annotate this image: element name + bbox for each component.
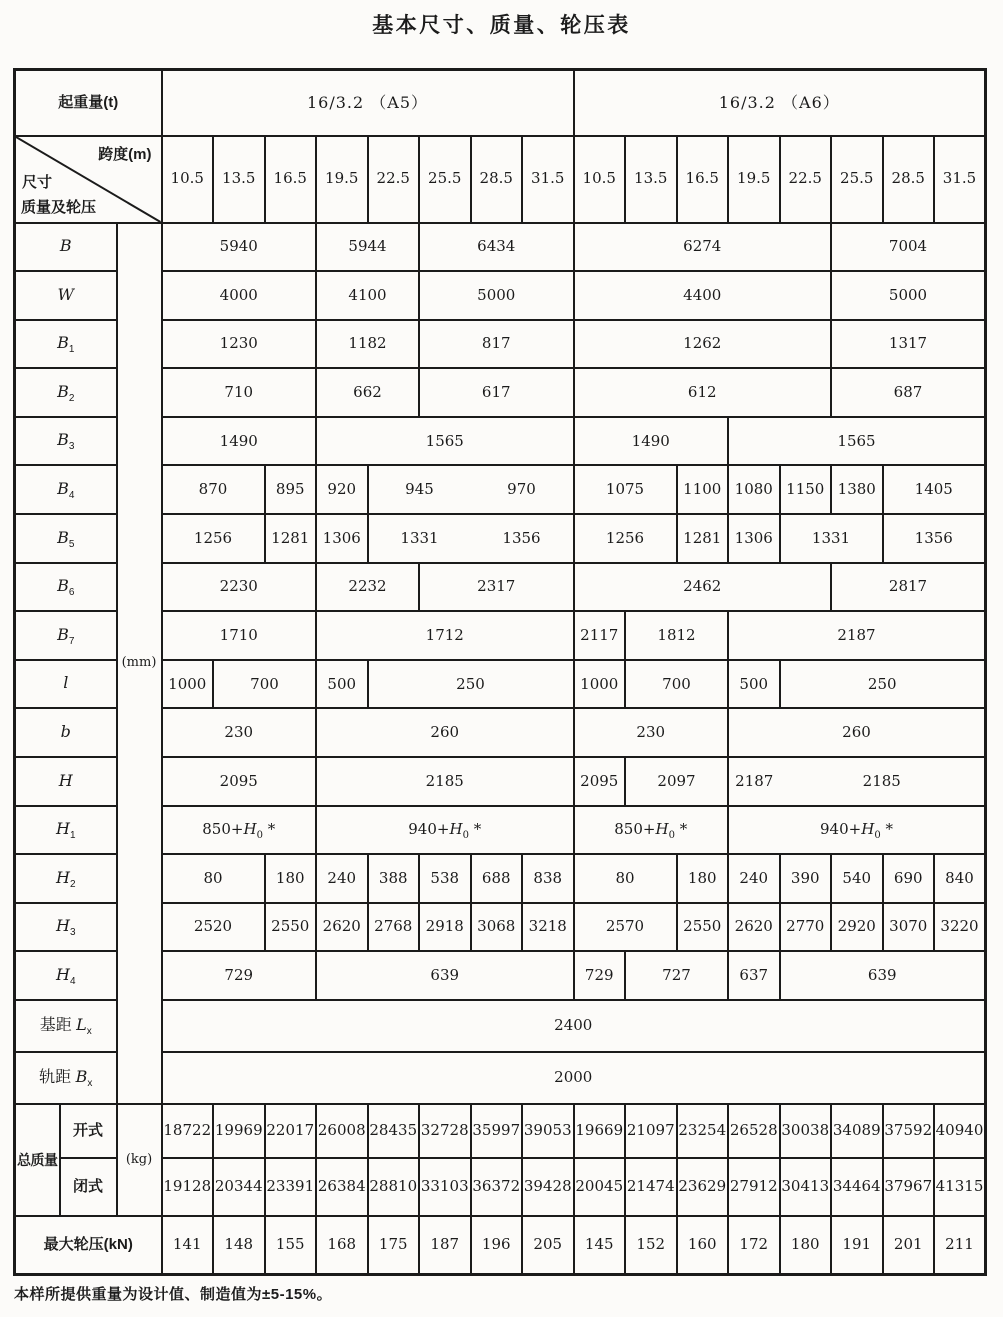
row-label-symbol: H (55, 819, 70, 839)
data-cell-B5-1: 1281 (265, 514, 317, 563)
mass-open-cell-13: 34089 (831, 1104, 883, 1158)
data-cell-B2-0: 710 (162, 368, 317, 417)
span-value-cell-3: 19.5 (316, 136, 368, 223)
group-header-a6: 16/3.2 （A6） (574, 70, 986, 136)
data-cell-B-2: 6434 (419, 223, 574, 272)
span-value-cell-6: 28.5 (471, 136, 523, 223)
mass-closed-cell-13: 34464 (831, 1158, 883, 1216)
data-cell-B4-0: 870 (162, 465, 265, 514)
mass-open-cell-15: 40940 (934, 1104, 986, 1158)
data-cell-H4-0: 729 (162, 951, 317, 1000)
data-cell-W-2: 5000 (419, 271, 574, 320)
span-value-cell-5: 25.5 (419, 136, 471, 223)
data-cell-H3-2: 2620 (316, 903, 368, 952)
span-value-cell-2: 16.5 (265, 136, 317, 223)
span-value-cell-14: 28.5 (883, 136, 935, 223)
row-label-symbol: B (57, 576, 69, 596)
mass-open-cell-3: 26008 (316, 1104, 368, 1158)
value-symbol: H (243, 820, 257, 839)
data-cell-l-2: 500 (316, 660, 368, 709)
mass-open-label: 开式 (60, 1104, 117, 1158)
data-cell-H3-8: 2550 (677, 903, 729, 952)
value-subscript: 0 (462, 830, 469, 842)
data-cell-H1-2 (574, 806, 729, 855)
capacity-header-row (15, 70, 986, 136)
data-cell-H2-8: 180 (677, 854, 729, 903)
mass-closed-cell-8: 20045 (574, 1158, 626, 1216)
span-value-cell-11: 19.5 (728, 136, 780, 223)
data-cell-B4-3: 945 (368, 465, 471, 514)
data-cell-H3-11: 2920 (831, 903, 883, 952)
data-cell-H1-3 (728, 806, 986, 855)
row-label-B6 (15, 563, 117, 612)
data-cell-B5-7: 1306 (728, 514, 780, 563)
data-cell-H4-2: 729 (574, 951, 626, 1000)
data-cell-H2-12: 690 (883, 854, 935, 903)
data-cell-l-1: 700 (213, 660, 316, 709)
mass-open-cell-8: 19669 (574, 1104, 626, 1158)
data-cell-l-7: 250 (780, 660, 986, 709)
data-cell-H3-9: 2620 (728, 903, 780, 952)
row-label-symbol: l (63, 673, 69, 693)
dim-row-B (15, 223, 986, 272)
data-cell-B2-1: 662 (316, 368, 419, 417)
data-cell-H4-5: 639 (780, 951, 986, 1000)
value-subscript: 0 (874, 830, 881, 842)
value-prefix: 940+ (820, 820, 862, 839)
mass-open-cell-0: 18722 (162, 1104, 214, 1158)
mass-closed-cell-12: 30413 (780, 1158, 832, 1216)
mass-closed-cell-3: 26384 (316, 1158, 368, 1216)
data-cell-H2-2: 240 (316, 854, 368, 903)
data-cell-H3-0: 2520 (162, 903, 265, 952)
data-cell-B4-2: 920 (316, 465, 368, 514)
row-label-H4 (15, 951, 117, 1000)
span-value-cell-7: 31.5 (522, 136, 574, 223)
data-cell-l-3: 250 (368, 660, 574, 709)
row-label-symbol: b (60, 722, 71, 742)
row-label-cn: 轨距 (39, 1069, 76, 1087)
data-cell-H3-12: 3070 (883, 903, 935, 952)
data-cell-B2-3: 612 (574, 368, 832, 417)
data-cell-H4-3: 727 (625, 951, 728, 1000)
mass-open-cell-6: 35997 (471, 1104, 523, 1158)
data-cell-H-1: 2185 (316, 757, 574, 806)
data-cell-H3-13: 3220 (934, 903, 986, 952)
data-cell-H3-7: 2570 (574, 903, 677, 952)
data-cell-B1-2: 817 (419, 320, 574, 369)
span-value-cell-4: 22.5 (368, 136, 420, 223)
data-cell-B1-3: 1262 (574, 320, 832, 369)
span-value-cell-13: 25.5 (831, 136, 883, 223)
mass-closed-cell-1: 20344 (213, 1158, 265, 1216)
row-label-subscript: 4 (69, 976, 76, 988)
data-cell-B2-4: 687 (831, 368, 986, 417)
value-suffix: * (674, 820, 688, 839)
row-label-symbol: B (57, 527, 69, 547)
row-label-symbol: B (75, 1067, 88, 1087)
diagonal-header-cell (15, 136, 162, 223)
wheel-cell-1: 148 (213, 1216, 265, 1274)
mass-open-cell-11: 26528 (728, 1104, 780, 1158)
data-cell-B5-0: 1256 (162, 514, 265, 563)
span-value-cell-8: 10.5 (574, 136, 626, 223)
data-cell-B5-8: 1331 (780, 514, 883, 563)
unit-kg-cell: (kg) (117, 1104, 162, 1216)
data-cell-B1-4: 1317 (831, 320, 986, 369)
mass-open-cell-12: 30038 (780, 1104, 832, 1158)
wheel-cell-3: 168 (316, 1216, 368, 1274)
data-cell-B-3: 6274 (574, 223, 832, 272)
diagonal-mass-axis-label: 质量及轮压 (21, 198, 97, 216)
wheel-cell-0: 141 (162, 1216, 214, 1274)
mass-closed-cell-4: 28810 (368, 1158, 420, 1216)
data-cell-H2-5: 688 (471, 854, 523, 903)
row-label-subscript: 5 (68, 538, 75, 550)
mass-closed-cell-7: 39428 (522, 1158, 574, 1216)
value-subscript: 0 (668, 830, 675, 842)
mass-open-cell-14: 37592 (883, 1104, 935, 1158)
span-value-cell-9: 13.5 (625, 136, 677, 223)
data-cell-H2-10: 390 (780, 854, 832, 903)
data-cell-H4-4: 637 (728, 951, 780, 1000)
data-cell-B5-3: 1331 (368, 514, 471, 563)
row-label-symbol: H (55, 965, 70, 984)
data-cell-B2-2: 617 (419, 368, 574, 417)
row-label-symbol: W (57, 284, 74, 304)
wheel-pressure-row (15, 1216, 986, 1274)
data-cell-B5-9: 1356 (883, 514, 986, 563)
span-value-cell-10: 16.5 (677, 136, 729, 223)
row-label-symbol: B (57, 479, 69, 499)
value-symbol: H (449, 820, 463, 839)
span-value-cell-1: 13.5 (213, 136, 265, 223)
footnote: 本样所提供重量为设计值、制造值为±5-15%。 (14, 1286, 333, 1303)
data-cell-B5-6: 1281 (677, 514, 729, 563)
data-cell-B4-7: 1080 (728, 465, 780, 514)
row-label-symbol: H (58, 770, 73, 790)
row-label-subscript: 7 (68, 636, 75, 648)
data-cell-B3-3: 1565 (728, 417, 986, 466)
capacity-header-cell: 起重量(t) (15, 70, 162, 136)
wheel-cell-5: 187 (419, 1216, 471, 1274)
data-cell-H-4: 2187 (728, 757, 780, 806)
data-cell-B-1: 5944 (316, 223, 419, 272)
row-label-subscript: 6 (68, 587, 75, 599)
data-cell-B7-2: 2117 (574, 611, 626, 660)
row-label-symbol: B (57, 381, 69, 401)
mass-open-cell-9: 21097 (625, 1104, 677, 1158)
row-label-subscript: 4 (68, 490, 75, 502)
wheel-cell-15: 211 (934, 1216, 986, 1274)
mass-closed-label: 闭式 (60, 1158, 117, 1216)
data-cell-B-4: 7004 (831, 223, 986, 272)
data-cell-B5-4: 1356 (471, 514, 574, 563)
mass-closed-cell-14: 37967 (883, 1158, 935, 1216)
data-cell-Lx-0: 2400 (162, 1000, 986, 1052)
mass-closed-cell-6: 36372 (471, 1158, 523, 1216)
data-cell-H4-1: 639 (316, 951, 574, 1000)
data-cell-B7-3: 1812 (625, 611, 728, 660)
row-label-subscript: x (87, 1078, 93, 1090)
mass-closed-cell-10: 23629 (677, 1158, 729, 1216)
mass-open-cell-4: 28435 (368, 1104, 420, 1158)
value-symbol: H (861, 820, 875, 839)
data-cell-H3-6: 3218 (522, 903, 574, 952)
row-label-B5 (15, 514, 117, 563)
data-cell-l-0: 1000 (162, 660, 214, 709)
data-cell-B3-2: 1490 (574, 417, 729, 466)
value-prefix: 850+ (202, 820, 244, 839)
data-cell-B-0: 5940 (162, 223, 317, 272)
row-label-Lx (15, 1000, 117, 1052)
row-label-subscript: 1 (69, 830, 76, 842)
mass-closed-cell-15: 41315 (934, 1158, 986, 1216)
data-cell-H2-3: 388 (368, 854, 420, 903)
data-cell-B4-10: 1405 (883, 465, 986, 514)
wheel-cell-11: 172 (728, 1216, 780, 1274)
value-prefix: 940+ (408, 820, 450, 839)
row-label-symbol: B (59, 236, 72, 256)
row-label-B4 (15, 465, 117, 514)
mass-closed-cell-0: 19128 (162, 1158, 214, 1216)
data-cell-B7-0: 1710 (162, 611, 317, 660)
row-label-B7 (15, 611, 117, 660)
value-subscript: 0 (256, 830, 263, 842)
row-label-B2 (15, 368, 117, 417)
data-cell-B4-5: 1075 (574, 465, 677, 514)
wheel-cell-4: 175 (368, 1216, 420, 1274)
data-cell-H-5: 2185 (780, 757, 986, 806)
data-cell-B7-1: 1712 (316, 611, 574, 660)
data-cell-B4-9: 1380 (831, 465, 883, 514)
row-label-l (15, 660, 117, 709)
mass-group-label: 总质量 (15, 1104, 60, 1216)
row-label-b (15, 708, 117, 757)
data-cell-Bx-0: 2000 (162, 1052, 986, 1104)
row-label-H2 (15, 854, 117, 903)
value-suffix: * (880, 820, 893, 839)
mass-closed-cell-2: 23391 (265, 1158, 317, 1216)
row-label-H1 (15, 806, 117, 855)
mass-open-cell-10: 23254 (677, 1104, 729, 1158)
mass-open-cell-7: 39053 (522, 1104, 574, 1158)
wheel-cell-12: 180 (780, 1216, 832, 1274)
data-cell-B5-5: 1256 (574, 514, 677, 563)
data-cell-B3-0: 1490 (162, 417, 317, 466)
data-cell-b-1: 260 (316, 708, 574, 757)
data-cell-B5-2: 1306 (316, 514, 368, 563)
data-cell-H-0: 2095 (162, 757, 317, 806)
data-cell-W-3: 4400 (574, 271, 832, 320)
data-cell-H2-6: 838 (522, 854, 574, 903)
data-cell-W-0: 4000 (162, 271, 317, 320)
data-cell-H2-7: 80 (574, 854, 677, 903)
row-label-subscript: 3 (68, 441, 75, 453)
wheel-cell-13: 191 (831, 1216, 883, 1274)
row-label-symbol: B (57, 624, 69, 644)
row-label-H3 (15, 903, 117, 952)
data-cell-B4-8: 1150 (780, 465, 832, 514)
value-symbol: H (655, 820, 669, 839)
data-cell-B7-4: 2187 (728, 611, 986, 660)
row-label-H (15, 757, 117, 806)
value-suffix: * (262, 820, 276, 839)
mass-closed-cell-9: 21474 (625, 1158, 677, 1216)
data-cell-H-3: 2097 (625, 757, 728, 806)
row-label-subscript: 1 (68, 344, 75, 356)
data-cell-B6-4: 2817 (831, 563, 986, 612)
wheel-cell-9: 152 (625, 1216, 677, 1274)
row-label-subscript: 3 (69, 927, 76, 939)
data-cell-H2-0: 80 (162, 854, 265, 903)
row-label-symbol: B (57, 333, 69, 353)
wheel-cell-7: 205 (522, 1216, 574, 1274)
data-cell-B6-1: 2232 (316, 563, 419, 612)
data-cell-H3-5: 3068 (471, 903, 523, 952)
mass-open-row (15, 1104, 986, 1158)
data-cell-H1-0 (162, 806, 317, 855)
data-cell-b-0: 230 (162, 708, 317, 757)
row-label-symbol: B (57, 430, 69, 450)
diagonal-span-axis-label: 跨度(m) (98, 145, 152, 163)
data-cell-B3-1: 1565 (316, 417, 574, 466)
data-cell-H-2: 2095 (574, 757, 626, 806)
unit-mm-cell: (mm) (117, 223, 162, 1105)
data-cell-W-4: 5000 (831, 271, 986, 320)
row-label-subscript: 2 (69, 879, 76, 890)
row-label-Bx (15, 1052, 117, 1104)
mass-open-cell-5: 32728 (419, 1104, 471, 1158)
data-cell-B1-0: 1230 (162, 320, 317, 369)
data-cell-b-2: 230 (574, 708, 729, 757)
data-cell-H2-13: 840 (934, 854, 986, 903)
wheel-cell-6: 196 (471, 1216, 523, 1274)
row-label-symbol: L (76, 1015, 87, 1035)
row-label-symbol: H (55, 916, 70, 936)
spec-table-body (15, 70, 986, 1275)
data-cell-l-5: 700 (625, 660, 728, 709)
data-cell-B6-0: 2230 (162, 563, 317, 612)
row-label-cn: 基距 (39, 1017, 77, 1035)
row-label-B1 (15, 320, 117, 369)
spec-table (13, 68, 987, 1276)
row-label-B3 (15, 417, 117, 466)
data-cell-H3-4: 2918 (419, 903, 471, 952)
span-value-cell-12: 22.5 (780, 136, 832, 223)
wheel-pressure-label: 最大轮压(kN) (15, 1216, 162, 1274)
data-cell-H2-11: 540 (831, 854, 883, 903)
row-label-subscript: x (86, 1026, 92, 1038)
row-label-subscript: 2 (68, 393, 75, 405)
data-cell-b-3: 260 (728, 708, 986, 757)
data-cell-H2-4: 538 (419, 854, 471, 903)
data-cell-H2-1: 180 (265, 854, 317, 903)
span-header-row (15, 136, 986, 223)
data-cell-H3-1: 2550 (265, 903, 317, 952)
mass-closed-cell-11: 27912 (728, 1158, 780, 1216)
mass-closed-cell-5: 33103 (419, 1158, 471, 1216)
wheel-cell-10: 160 (677, 1216, 729, 1274)
row-label-B (15, 223, 117, 272)
data-cell-l-6: 500 (728, 660, 780, 709)
wheel-cell-8: 145 (574, 1216, 626, 1274)
data-cell-B4-4: 970 (471, 465, 574, 514)
span-value-cell-0: 10.5 (162, 136, 214, 223)
row-label-W (15, 271, 117, 320)
data-cell-B6-2: 2317 (419, 563, 574, 612)
data-cell-B1-1: 1182 (316, 320, 419, 369)
page-title: 基本尺寸、质量、轮压表 (372, 14, 631, 37)
mass-open-cell-1: 19969 (213, 1104, 265, 1158)
mass-open-cell-2: 22017 (265, 1104, 317, 1158)
value-prefix: 850+ (614, 820, 656, 839)
data-cell-H2-9: 240 (728, 854, 780, 903)
wheel-cell-14: 201 (883, 1216, 935, 1274)
data-cell-B4-6: 1100 (677, 465, 729, 514)
data-cell-H3-10: 2770 (780, 903, 832, 952)
wheel-cell-2: 155 (265, 1216, 317, 1274)
group-header-a5: 16/3.2 （A5） (162, 70, 574, 136)
data-cell-l-4: 1000 (574, 660, 626, 709)
span-value-cell-15: 31.5 (934, 136, 986, 223)
value-suffix: * (468, 820, 482, 839)
row-label-symbol: H (55, 867, 70, 887)
data-cell-B6-3: 2462 (574, 563, 832, 612)
diagonal-dim-axis-label: 尺寸 (22, 173, 53, 191)
data-cell-W-1: 4100 (316, 271, 419, 320)
data-cell-H1-1 (316, 806, 574, 855)
data-cell-H3-3: 2768 (368, 903, 420, 952)
data-cell-B4-1: 895 (265, 465, 317, 514)
